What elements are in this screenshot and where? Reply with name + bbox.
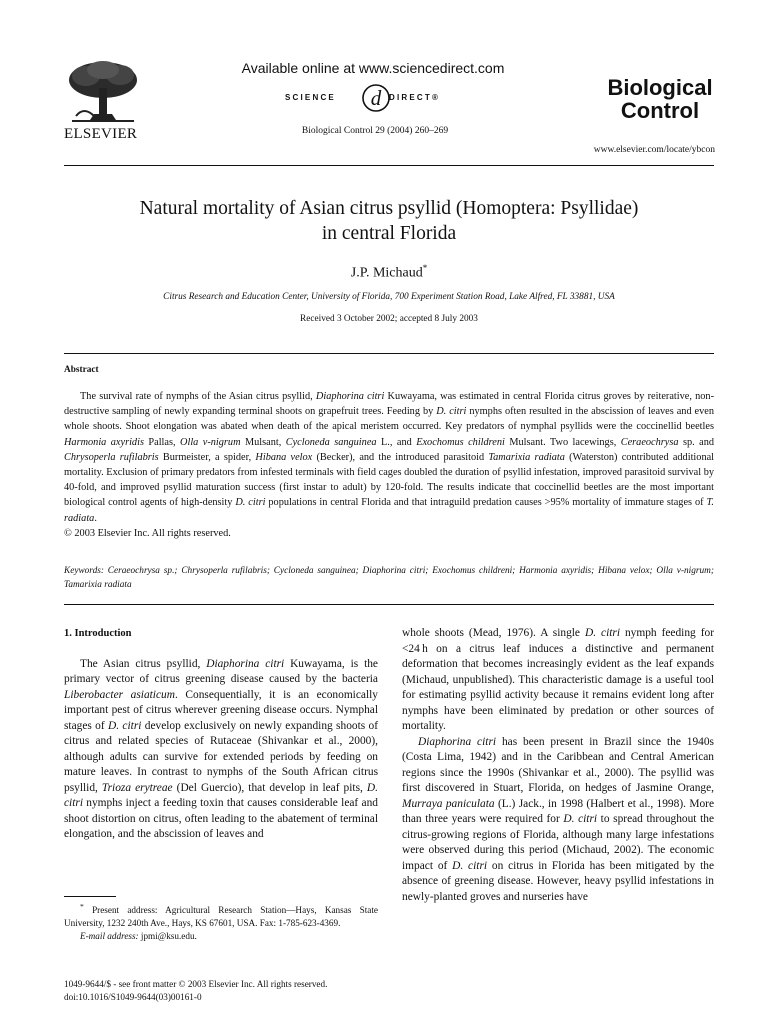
footnote-address: * Present address: Agricultural Research Station—Hays, Kansas State University, 1232 240th Ave., Hays, KS 67601, USA. Fax: 1-785-623-4369. bbox=[64, 902, 378, 928]
article-title bbox=[64, 196, 714, 246]
sd-mark: d bbox=[370, 86, 382, 110]
journal-name-line1: Biological bbox=[607, 75, 713, 100]
title-line1: Natural mortality of Asian citrus psyllid (Homoptera: Psyllidae) bbox=[139, 198, 639, 219]
footnote-rule bbox=[64, 896, 116, 897]
header-rule bbox=[64, 165, 714, 166]
left-column bbox=[64, 626, 378, 843]
author-line bbox=[64, 263, 714, 282]
sd-left-word: SCIENCE bbox=[285, 93, 336, 102]
abstract-heading: Abstract bbox=[64, 365, 99, 375]
available-online[interactable]: Available online at www.sciencedirect.com bbox=[241, 60, 505, 76]
author-name: J.P. Michaud bbox=[350, 265, 423, 281]
intro-paragraph-2: Diaphorina citri has been present in Brazil since the 1940s (Costa Lima, 1942) and in the Caribbean and Central American regions since the 1990s (Shivankar et al., 2000). The psyllid was first discovered in Stuart, Florida, on hedges of Jasmine Orange, Murraya paniculata (L.) Jack., in 1998 (Halbert et al., 1998). More than three years were required for D. citri to spread throughout the citrus-growing regions of Florida, although many large infestations were observed during this period (Michaud, 2002). The economic impact of D. citri on citrus in Florida has been mitigated by the absence of greening disease. However, heavy psyllid infestations in newly-planted groves and nurseries have bbox=[402, 735, 714, 903]
doi[interactable]: doi:10.1016/S1049-9644(03)00161-0 bbox=[64, 992, 202, 1002]
intro-paragraph-1: The Asian citrus psyllid, Diaphorina citri Kuwayama, is the primary vector of citrus greening disease caused by the bacteria Liberobacter asiaticum. Consequentially, it is an economically important pest of citrus wherever greening disease occurs. Nymphal stages of D. citri develop exclusively on newly expanding shoots of citrus and related species of Rutaceae (Shivankar et al., 2000), although adults can survive for extended periods by feeding on mature leaves. In contrast to nymphs of the South African citrus psyllid, Trioza erytreae (Del Guercio), that develop in leaf pits, D. citri nymphs inject a feeding toxin that causes considerable leaf and shoot distortion on citrus, often leading to the abatement of terminal elongation, and the abscission of leaves and bbox=[64, 657, 379, 840]
section-heading-introduction: 1. Introduction bbox=[64, 628, 132, 639]
journal-website[interactable]: www.elsevier.com/locate/ybcon bbox=[593, 145, 715, 155]
right-column bbox=[402, 626, 714, 905]
abstract-top-rule bbox=[64, 353, 714, 354]
tree-icon bbox=[64, 58, 142, 124]
author-footnote-mark[interactable]: * bbox=[422, 263, 428, 273]
abstract-bottom-rule bbox=[64, 604, 714, 605]
journal-name bbox=[604, 76, 716, 122]
abstract-body bbox=[64, 389, 714, 541]
journal-citation: Biological Control 29 (2004) 260–269 bbox=[301, 126, 449, 136]
title-line2: in central Florida bbox=[321, 223, 457, 244]
received-dates: Received 3 October 2002; accepted 8 July 2003 bbox=[300, 314, 478, 324]
keywords: Keywords: Ceraeochrysa sp.; Chrysoperla rufilabris; Cycloneda sanguinea; Diaphorina citri; Exochomus childreni; Harmonia axyridis; Hibana velox; Olla v-nigrum; Tamarixia radiata bbox=[64, 566, 714, 590]
abstract-paragraph: The survival rate of nymphs of the Asian citrus psyllid, Diaphorina citri Kuwayama, was estimated in central Florida citrus groves by reiterative, non-destructive sampling of newly expanding terminal shoots on grapefruit trees. Feeding by D. citri nymphs often resulted in the abscission of leaves and even whole shoots. Shoot elongation was abated when death of the apical meristem occurred. Key predators of nymphal psyllids were the coccinellid beetles Harmonia axyridis Pallas, Olla v-nigrum Mulsant, Cycloneda sanguinea L., and Exochomus childreni Mulsant. Two lacewings, Ceraeochrysa sp. and Chrysoperla rufilabris Burmeister, a spider, Hibana velox (Becker), and the introduced parasitoid Tamarixia radiata (Waterston) contributed additional mortality. Exclusion of primary predators from infested terminals with field cages doubled the duration of psyllid infestation, improved parasitoid survival by 40-fold, and improved psyllid maturation success (first instar to adult) by 120-fold. The results indicate that coccinellid beetles are the most important biological control agents of high-density D. citri populations in central Florida and that intraguild predation causes >95% mortality of immature stages of T. radiata. bbox=[64, 391, 715, 524]
abstract-copyright: © 2003 Elsevier Inc. All rights reserved. bbox=[64, 527, 231, 539]
footnote-email: E-mail address: jpmi@ksu.edu. bbox=[80, 930, 197, 941]
front-matter-line: 1049-9644/$ - see front matter © 2003 Elsevier Inc. All rights reserved. bbox=[64, 979, 328, 989]
affiliation: Citrus Research and Education Center, University of Florida, 700 Experiment Station Road, Lake Alfred, FL 33881, USA bbox=[163, 292, 615, 302]
intro-paragraph-1-cont: whole shoots (Mead, 1976). A single D. citri nymph feeding for <24 h on a citrus leaf induces a distinctive and permanent deformation that becomes increasingly evident as the leaf expands (Michaud, unpublished). This characteristic damage is a useful tool for estimating psyllid activity because it remains evident long after nymphs have been eliminated by predation or other sources of mortality. bbox=[402, 627, 714, 732]
journal-name-line2: Control bbox=[620, 98, 700, 123]
author-footnote bbox=[64, 901, 378, 942]
email-link[interactable]: jpmi@ksu.edu. bbox=[140, 930, 197, 941]
page-footer bbox=[64, 978, 404, 1004]
publisher-name: ELSEVIER bbox=[64, 126, 138, 142]
sd-right-word: DIRECT® bbox=[389, 93, 441, 102]
